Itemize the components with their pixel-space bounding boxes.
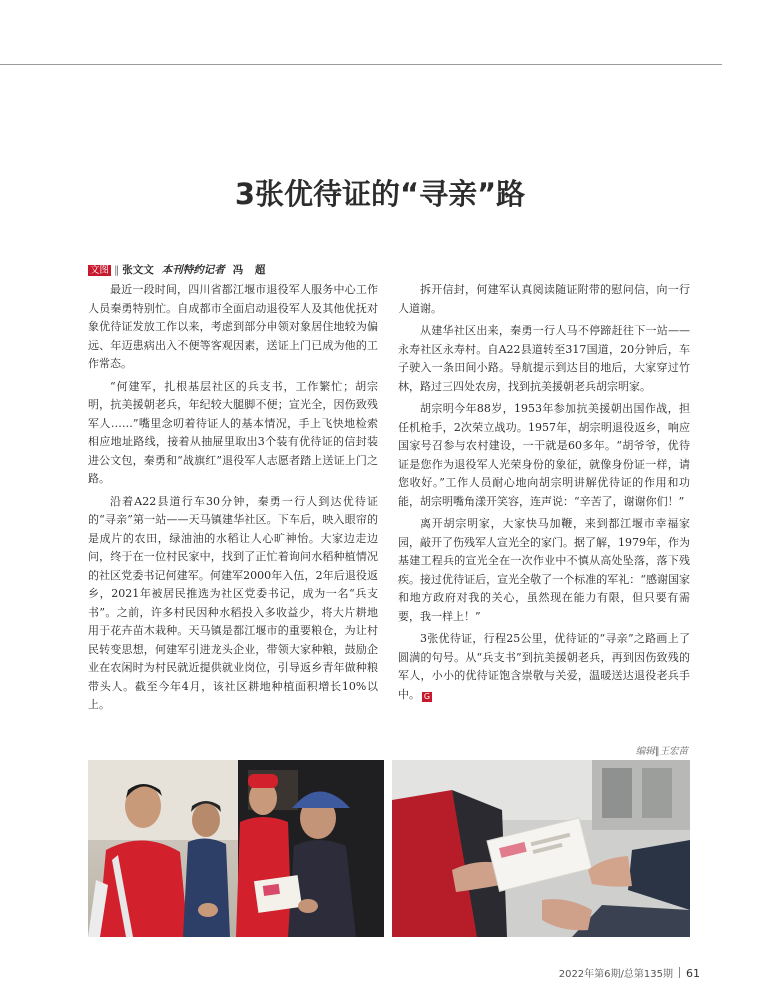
paragraph: 最近一段时间，四川省都江堰市退役军人服务中心工作人员秦勇特别忙。自成都市全面启动退役军人及其他优抚对象优待证发放工作以来，考虑到部分申领对象居住地较为偏远、年迈患病出入不便等客观因素，送证上门已成为他的工作常态。 [88, 283, 378, 370]
footer-divider [679, 967, 680, 978]
article-title: 3张优待证的“寻亲”路 [234, 177, 526, 211]
byline-author: 张文文 [122, 264, 154, 276]
byline [88, 263, 269, 278]
photo-scene [392, 760, 690, 937]
paragraph: 沿着A22县道行车30分钟，秦勇一行人到达优待证的“寻亲”第一站——天马镇建华社区。下车后，映入眼帘的是成片的农田，绿油油的水稻让人心旷神怡。大家边走边问，终于在一位村民家中，找到了正忙着询问水稻种植情况的社区党委书记何建军。何建军2000年入伍，2年后退役返乡，2021年被居民推选为社区党委书记，成为一名“兵支书”。之前，许多村民因种水稻投入多收益少，将大片耕地用于花卉苗木栽种。天马镇是都江堰市的重要粮仓，为让村民转变思想，何建军引进龙头企业，带领大家种粮，鼓励企业在农闲时为村民就近提供就业岗位，引导返乡青年做种粮带头人。截至今年4月，该社区耕地种植面积增长10%以上。 [88, 494, 378, 711]
paragraph: 胡宗明今年88岁，1953年参加抗美援朝出国作战，担任机枪手，2次荣立战功。1957年，胡宗明退役返乡，响应国家号召参与农村建设，一干就是60多年。“胡爷爷，优待证是您作为退役军人光荣身份的象征，就像身份证一样，请您收好。”工作人员耐心地向胡宗明讲解优待证的作用和功能，胡宗明嘴角漾开笑容，连声说：“辛苦了，谢谢你们！” [398, 402, 690, 508]
photo-certificate-delivery [88, 760, 384, 937]
right-column [398, 281, 690, 708]
paragraph: 从建华社区出来，秦勇一行人马不停蹄赶往下一站——永寿社区永寿村。自A22县道转至317国道，20分钟后，车子驶入一条田间小路。导航提示到达目的地后，大家穿过竹林，路过三四处农房，找到抗美援朝老兵胡宗明家。 [398, 324, 690, 393]
byline-tag: 文图 [90, 265, 110, 276]
issue-number: 2022年第6期 [558, 969, 621, 980]
byline-role: 本刊特约记者 [161, 264, 225, 276]
photo-scene [88, 760, 384, 937]
byline-separator: ‖ [114, 264, 120, 276]
paragraph: 拆开信封，何建军认真阅读随证附带的慰问信，向一行人道谢。 [398, 283, 690, 315]
paragraph [398, 630, 690, 704]
byline-coauthor: 冯 超 [232, 264, 270, 276]
page-number: 61 [686, 967, 700, 980]
page-footer: 2022年第6期/总第135期 61 [558, 967, 700, 980]
total-issue: 总第135期 [623, 969, 673, 980]
paragraph: 离开胡宗明家，大家快马加鞭，来到都江堰市幸福家园，敲开了伤残军人宣光全的家门。据了解，1979年，作为基建工程兵的宣光全在一次作业中不慎从高处坠落，落下残疾。接过优待证后，宣光全敬了一个标准的军礼：“感谢国家和地方政府对我的关心，虽然现在能力有限，但只要有需要，我一样上！” [398, 517, 690, 623]
photo-envelope-handover [392, 760, 690, 937]
end-mark-icon: G [423, 691, 431, 701]
paragraph: “何建军，扎根基层社区的兵支书，工作繁忙；胡宗明，抗美援朝老兵，年纪较大腿脚不便；宣光全，因伤致残军人……”嘴里念叨着待证人的基本情况，手上飞快地检索相应地址路线，接着从抽屉里取出3个装有优待证的信封装进公文包，秦勇和“战旗红”退役军人志愿者踏上送证上门之路。 [88, 379, 378, 485]
top-rule [0, 64, 722, 65]
paragraph-text: 3张优待证，行程25公里，优待证的“寻亲”之路画上了圆满的句号。从“兵支书”到抗美援朝老兵，再到因伤致残的军人，小小的优待证饱含崇敬与关爱，温暖送达退役老兵手中。 [398, 632, 690, 701]
left-column [88, 281, 378, 719]
editor-credit: 编辑‖王宏苗 [635, 746, 688, 757]
